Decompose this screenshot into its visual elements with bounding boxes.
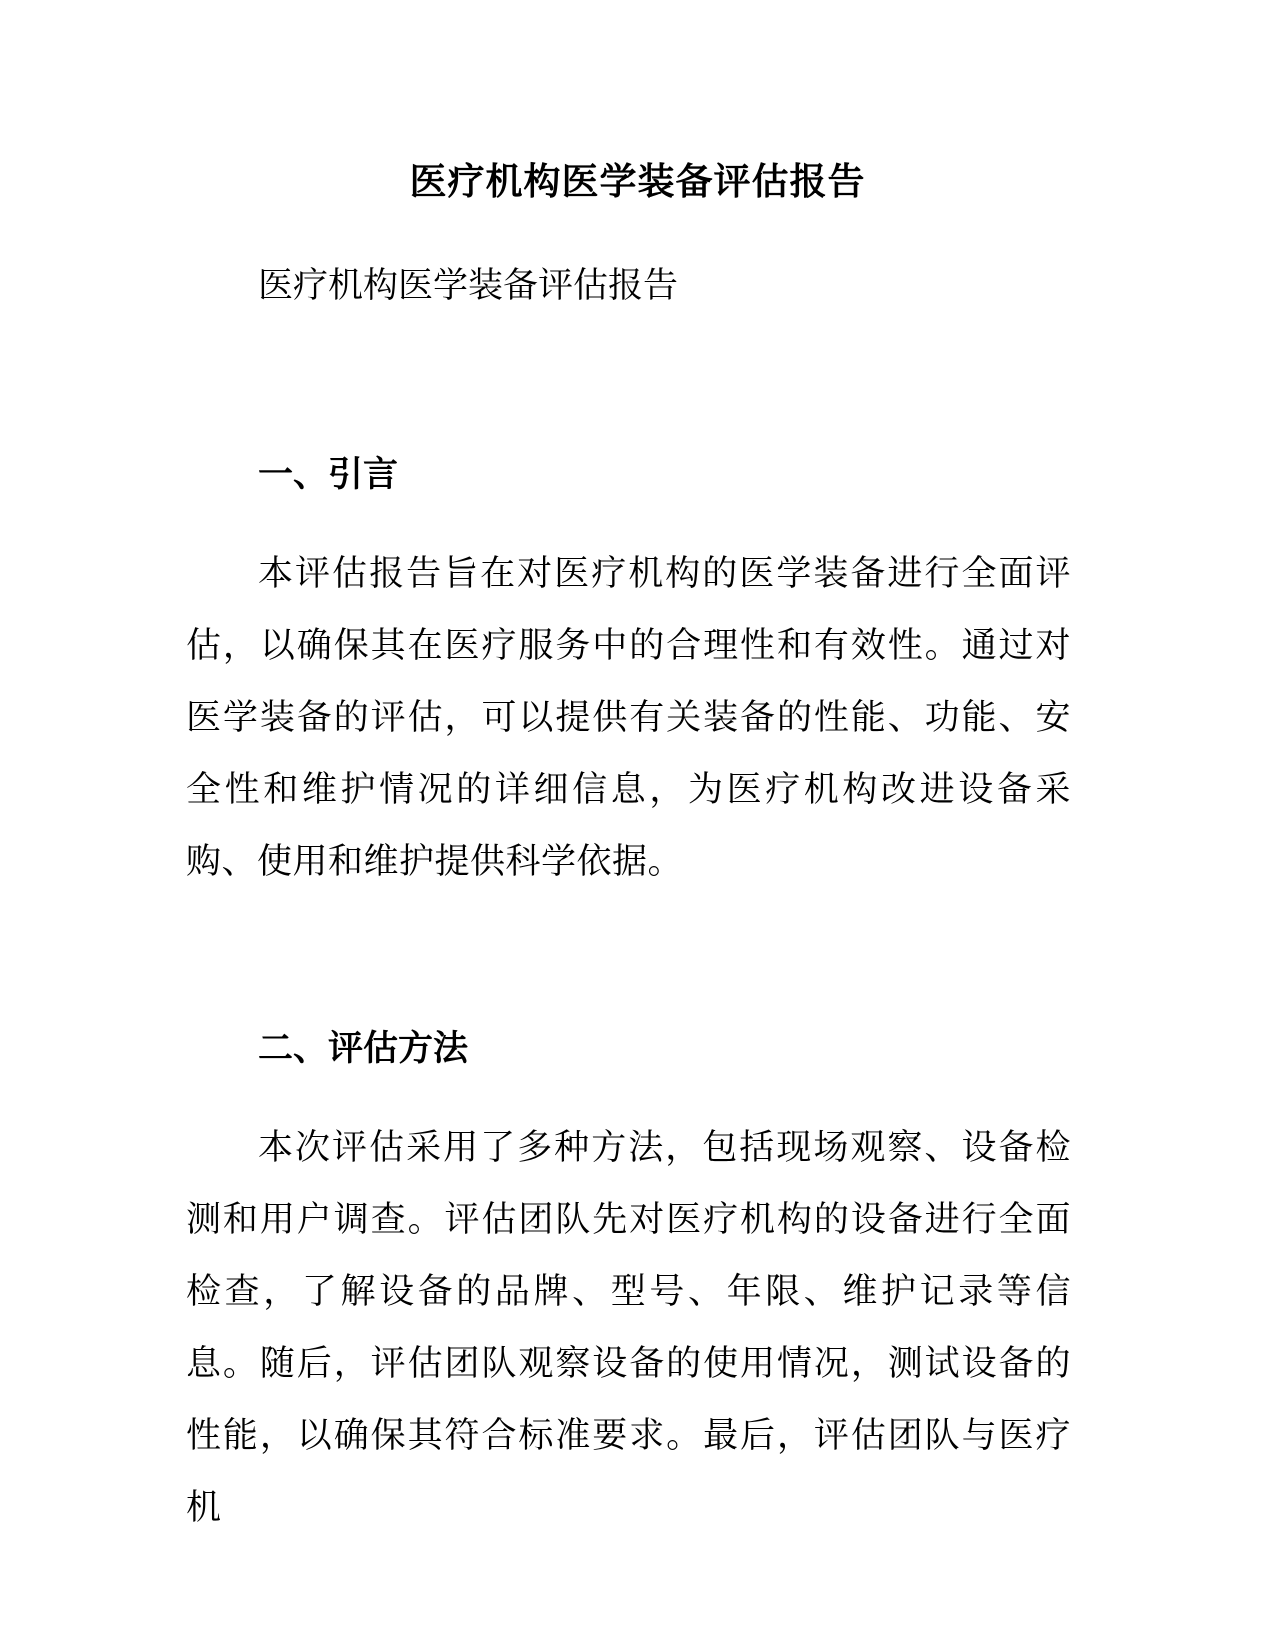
section-heading-introduction: 一、引言: [258, 455, 399, 495]
section-heading-methods: 二、评估方法: [258, 1029, 469, 1069]
section-paragraph-introduction: 本评估报告旨在对医疗机构的医学装备进行全面评估，以确保其在医疗服务中的合理性和有效性。通过对医学装备的评估，可以提供有关装备的性能、功能、安全性和维护情况的详细信息，为医疗机构改进设备采购、使用和维护提供科学依据。: [186, 554, 1071, 882]
document-title: 医疗机构医学装备评估报告: [409, 160, 866, 203]
section-paragraph-methods: 本次评估采用了多种方法，包括现场观察、设备检测和用户调查。评估团队先对医疗机构的设备进行全面检查，了解设备的品牌、型号、年限、维护记录等信息。随后，评估团队观察设备的使用情况，测试设备的性能，以确保其符合标准要求。最后，评估团队与医疗机: [186, 1128, 1071, 1528]
document-subtitle: 医疗机构医学装备评估报告: [258, 266, 679, 306]
